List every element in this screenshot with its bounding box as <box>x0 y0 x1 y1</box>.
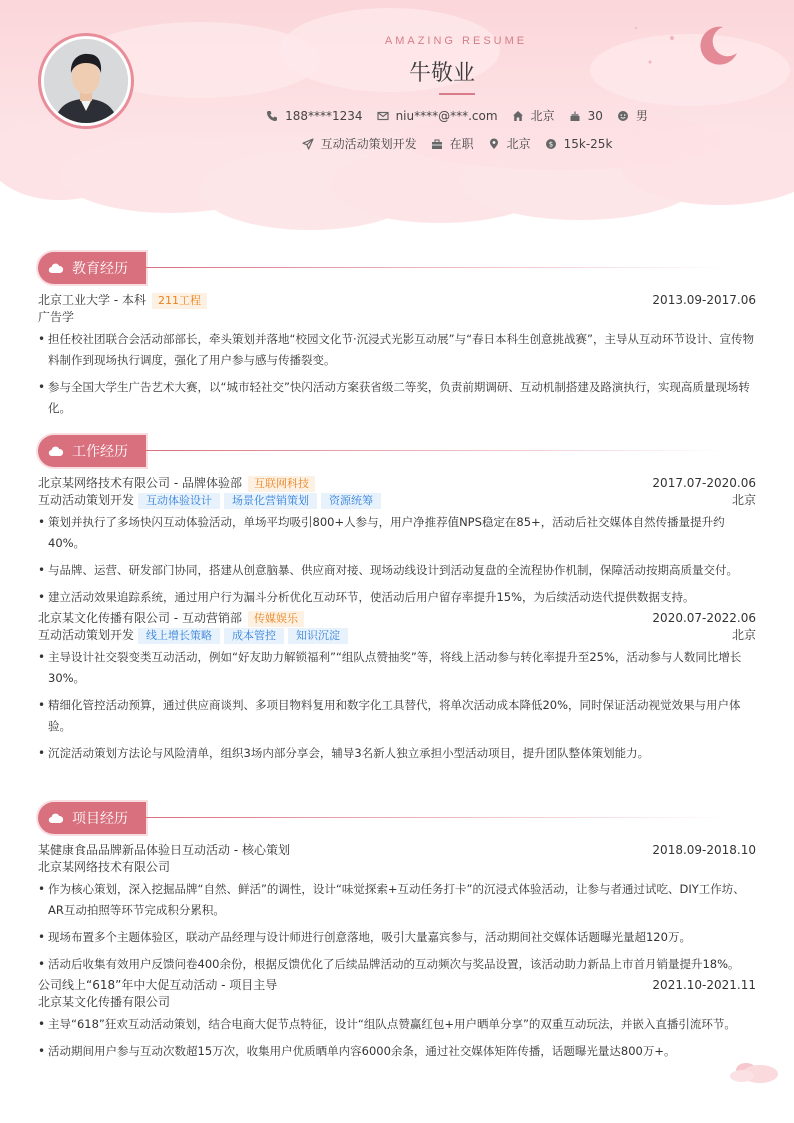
skill-tag: 场景化营销策划 <box>224 493 317 509</box>
home-info <box>512 107 555 124</box>
list-item: • 参与全国大学生广告艺术大赛，以“城市轻社交”快闪活动方案获省级二等奖，负责前期调研、互动机制搭建及路演执行，实现高质量现场转化。 <box>38 377 756 419</box>
entry-headline <box>38 842 756 859</box>
location-icon <box>488 138 500 150</box>
cloud-icon <box>48 812 64 824</box>
education-section <box>38 252 756 425</box>
entry-date: 2020.07-2022.06 <box>652 611 756 625</box>
company-name: 北京某文化传播有限公司 - 互动营销部 <box>38 611 242 625</box>
list-item: • 沉淀活动策划方法论与风险清单，组织3场内部分享会，辅导3名新人独立承担小型活动项目，提升团队整体策划能力。 <box>38 743 756 764</box>
entry-date: 2018.09-2018.10 <box>652 843 756 857</box>
work-section <box>38 435 756 770</box>
salary-info <box>545 137 613 151</box>
entry-headline <box>38 475 756 492</box>
list-item: • 策划并执行了多场快闪互动体验活动，单场平均吸引800+人参与，用户净推荐值NPS稳定在85+，活动后社交媒体自然传播量提升约40%。 <box>38 512 756 554</box>
briefcase-icon <box>431 138 443 150</box>
entry-bullets <box>38 1014 756 1062</box>
location-info <box>488 135 531 152</box>
project-company: 北京某文化传播有限公司 <box>38 995 171 1009</box>
projects-section <box>38 802 756 1068</box>
entry-headline <box>38 292 756 309</box>
job-intent-row <box>0 135 794 152</box>
home-text: 北京 <box>530 109 555 123</box>
list-item: • 与品牌、运营、研发部门协同，搭建从创意脑暴、供应商对接、现场动线设计到活动复盘的全流程协作机制，保障活动按期高质量交付。 <box>38 560 756 581</box>
skill-tag: 成本管控 <box>224 628 284 644</box>
list-item: • 建立活动效果追踪系统，通过用户行为漏斗分析优化互动环节，使活动后用户留存率提升15%，为后续活动迭代提供数据支持。 <box>38 587 756 608</box>
skill-tag: 线上增长策略 <box>138 628 220 644</box>
projects-header <box>38 802 756 834</box>
entry-headline <box>38 977 756 994</box>
projects-title: 项目经历 <box>72 811 128 827</box>
skill-tag: 知识沉淀 <box>288 628 348 644</box>
entry-bullets <box>38 329 756 419</box>
role-name: 互动活动策划开发 <box>38 493 135 507</box>
status-text: 在职 <box>449 137 474 151</box>
projects-title-tab <box>38 802 146 834</box>
contact-row <box>0 107 794 124</box>
email-text: niu****@***.com <box>395 108 498 123</box>
phone-text: 188****1234 <box>285 108 363 123</box>
home-icon <box>512 110 524 122</box>
major-name: 广告学 <box>38 310 75 324</box>
entry-date: 2017.07-2020.06 <box>652 476 756 490</box>
entry-bullets <box>38 879 756 975</box>
education-title-tab <box>38 252 146 284</box>
job-title-text: 互动活动策划开发 <box>320 137 417 151</box>
school-tag: 211工程 <box>152 293 207 309</box>
entry-subline <box>38 309 756 326</box>
send-icon <box>302 138 314 150</box>
entry-bullets <box>38 647 756 764</box>
list-item: • 精细化管控活动预算，通过供应商谈判、多项目物料复用和数字化工具替代，将单次活动成本降低20%，同时保证活动视觉效果与用户体验。 <box>38 695 756 737</box>
work-entry <box>38 610 756 764</box>
school-name: 北京工业大学 - 本科 <box>38 293 146 307</box>
entry-city: 北京 <box>731 493 756 507</box>
cloud-icon <box>48 262 64 274</box>
money-icon <box>545 138 557 150</box>
resume-tagline: AMAZING RESUME <box>384 35 528 47</box>
role-name: 互动活动策划开发 <box>38 628 135 642</box>
entry-headline <box>38 610 756 627</box>
entry-bullets <box>38 512 756 608</box>
cloud-icon <box>48 445 64 457</box>
gender-info <box>617 107 648 124</box>
location-text: 北京 <box>506 137 531 151</box>
job-title-info <box>302 135 417 152</box>
skill-tag: 资源统筹 <box>321 493 381 509</box>
company-name: 北京某网络技术有限公司 - 品牌体验部 <box>38 476 242 490</box>
work-header <box>38 435 756 467</box>
industry-tag: 传媒娱乐 <box>248 611 304 627</box>
entry-subline <box>38 492 756 509</box>
section-divider <box>146 267 726 268</box>
gender-text: 男 <box>635 109 648 123</box>
phone-icon <box>266 110 278 122</box>
education-title: 教育经历 <box>72 261 128 277</box>
smile-icon <box>617 110 629 122</box>
entry-subline <box>38 994 756 1011</box>
candidate-name: 牛敬业 <box>408 61 475 86</box>
list-item: • 主导设计社交裂变类互动活动，例如“好友助力解锁福利”“组队点赞抽奖”等，将线上活动参与转化率提升至25%，活动参与人数同比增长30%。 <box>38 647 756 689</box>
phone-info <box>266 109 362 123</box>
entry-subline <box>38 859 756 876</box>
list-item: • 主导“618”狂欢互动活动策划，结合电商大促节点特征，设计“组队点赞赢红包+用户晒单分享”的双重互动玩法，并嵌入直播引流环节。 <box>38 1014 756 1035</box>
work-title: 工作经历 <box>72 444 128 460</box>
entry-subline <box>38 627 756 644</box>
list-item: • 现场布置多个主题体验区，联动产品经理与设计师进行创意落地，吸引大量嘉宾参与，活动期间社交媒体话题曝光量超120万。 <box>38 927 756 948</box>
project-name: 某健康食品品牌新品体验日互动活动 - 核心策划 <box>38 843 290 857</box>
list-item: • 作为核心策划，深入挖掘品牌“自然、鲜活”的调性，设计“味觉探索+互动任务打卡”的沉浸式体验活动，让参与者通过试吃、DIY工作坊、AR互动拍照等环节完成积分累积。 <box>38 879 756 921</box>
section-divider <box>146 817 726 818</box>
entry-city: 北京 <box>731 628 756 642</box>
industry-tag: 互联网科技 <box>248 476 315 492</box>
cake-icon <box>569 110 581 122</box>
education-entry <box>38 292 756 419</box>
list-item: • 担任校社团联合会活动部部长，牵头策划并落地“校园文化节·沉浸式光影互动展”与“春日本科生创意挑战赛”，主导从互动环节设计、宣传物料制作到现场执行调度，强化了用户参与感与传播裂变。 <box>38 329 756 371</box>
mail-icon <box>377 110 389 122</box>
list-item: • 活动期间用户参与互动次数超15万次，收集用户优质晒单内容6000余条，通过社交媒体矩阵传播，话题曝光量达800万+。 <box>38 1041 756 1062</box>
status-info <box>431 135 474 152</box>
email-info <box>377 109 498 123</box>
age-info <box>569 109 603 123</box>
education-header <box>38 252 756 284</box>
work-title-tab <box>38 435 146 467</box>
skill-tag: 互动体验设计 <box>138 493 220 509</box>
project-company: 北京某网络技术有限公司 <box>38 860 171 874</box>
salary-text: 15k-25k <box>563 136 613 151</box>
project-entry <box>38 842 756 975</box>
section-divider <box>146 450 726 451</box>
age-text: 30 <box>587 108 603 123</box>
project-entry <box>38 977 756 1062</box>
svg-text:$: $ <box>548 140 553 149</box>
name-underline <box>439 93 475 95</box>
entry-date: 2021.10-2021.11 <box>652 978 756 992</box>
list-item: • 活动后收集有效用户反馈问卷400余份，根据反馈优化了后续品牌活动的互动频次与奖品设置，该活动助力新品上市首月销量提升18%。 <box>38 954 756 975</box>
entry-date: 2013.09-2017.06 <box>652 293 756 307</box>
work-entry <box>38 475 756 608</box>
decorative-cloud-icon <box>728 1058 784 1086</box>
project-name: 公司线上“618”年中大促互动活动 - 项目主导 <box>38 978 278 992</box>
resume-header <box>0 0 794 240</box>
